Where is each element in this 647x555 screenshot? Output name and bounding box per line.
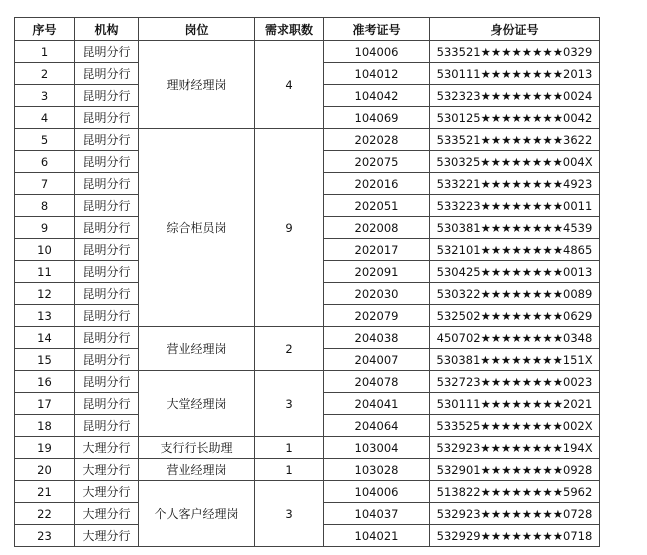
exam-number-cell: 104006 xyxy=(324,481,430,503)
org-cell: 昆明分行 xyxy=(75,349,139,371)
table-row xyxy=(15,437,600,459)
seq-cell: 19 xyxy=(15,437,75,459)
table-row xyxy=(15,371,600,393)
org-cell: 昆明分行 xyxy=(75,261,139,283)
org-cell: 昆明分行 xyxy=(75,41,139,63)
seq-cell: 11 xyxy=(15,261,75,283)
exam-number-cell: 103028 xyxy=(324,459,430,481)
seq-cell: 9 xyxy=(15,217,75,239)
demand-cell: 1 xyxy=(255,459,324,481)
exam-number-cell: 202075 xyxy=(324,151,430,173)
id-number-cell: 533221★★★★★★★★4923 xyxy=(430,173,600,195)
id-number-cell: 530111★★★★★★★★2013 xyxy=(430,63,600,85)
seq-cell: 20 xyxy=(15,459,75,481)
id-number-cell: 532901★★★★★★★★0928 xyxy=(430,459,600,481)
seq-cell: 21 xyxy=(15,481,75,503)
exam-number-cell: 202030 xyxy=(324,283,430,305)
seq-cell: 2 xyxy=(15,63,75,85)
post-cell: 综合柜员岗 xyxy=(139,129,255,327)
id-number-cell: 450702★★★★★★★★0348 xyxy=(430,327,600,349)
seq-cell: 15 xyxy=(15,349,75,371)
exam-number-cell: 104069 xyxy=(324,107,430,129)
recruitment-table xyxy=(14,17,600,547)
seq-cell: 1 xyxy=(15,41,75,63)
id-number-cell: 530322★★★★★★★★0089 xyxy=(430,283,600,305)
demand-cell: 9 xyxy=(255,129,324,327)
seq-cell: 10 xyxy=(15,239,75,261)
exam-number-cell: 204007 xyxy=(324,349,430,371)
org-cell: 昆明分行 xyxy=(75,305,139,327)
seq-cell: 5 xyxy=(15,129,75,151)
post-cell: 个人客户经理岗 xyxy=(139,481,255,547)
seq-cell: 8 xyxy=(15,195,75,217)
post-cell: 营业经理岗 xyxy=(139,327,255,371)
org-cell: 昆明分行 xyxy=(75,327,139,349)
seq-cell: 4 xyxy=(15,107,75,129)
org-cell: 昆明分行 xyxy=(75,415,139,437)
seq-cell: 3 xyxy=(15,85,75,107)
id-number-cell: 530325★★★★★★★★004X xyxy=(430,151,600,173)
org-cell: 大理分行 xyxy=(75,437,139,459)
exam-number-cell: 202051 xyxy=(324,195,430,217)
seq-cell: 16 xyxy=(15,371,75,393)
id-number-cell: 532923★★★★★★★★194X xyxy=(430,437,600,459)
header-demand: 需求职数 xyxy=(255,18,324,41)
demand-cell: 3 xyxy=(255,481,324,547)
org-cell: 昆明分行 xyxy=(75,63,139,85)
id-number-cell: 532323★★★★★★★★0024 xyxy=(430,85,600,107)
org-cell: 昆明分行 xyxy=(75,129,139,151)
demand-cell: 4 xyxy=(255,41,324,129)
seq-cell: 22 xyxy=(15,503,75,525)
seq-cell: 6 xyxy=(15,151,75,173)
id-number-cell: 533525★★★★★★★★002X xyxy=(430,415,600,437)
exam-number-cell: 204041 xyxy=(324,393,430,415)
exam-number-cell: 104037 xyxy=(324,503,430,525)
exam-number-cell: 202016 xyxy=(324,173,430,195)
header-id-number: 身份证号 xyxy=(430,18,600,41)
exam-number-cell: 104021 xyxy=(324,525,430,547)
exam-number-cell: 103004 xyxy=(324,437,430,459)
post-cell: 营业经理岗 xyxy=(139,459,255,481)
org-cell: 昆明分行 xyxy=(75,283,139,305)
post-cell: 支行行长助理 xyxy=(139,437,255,459)
seq-cell: 17 xyxy=(15,393,75,415)
demand-cell: 3 xyxy=(255,371,324,437)
header-row xyxy=(15,18,600,41)
org-cell: 昆明分行 xyxy=(75,239,139,261)
org-cell: 昆明分行 xyxy=(75,371,139,393)
seq-cell: 7 xyxy=(15,173,75,195)
seq-cell: 14 xyxy=(15,327,75,349)
id-number-cell: 513822★★★★★★★★5962 xyxy=(430,481,600,503)
org-cell: 昆明分行 xyxy=(75,107,139,129)
id-number-cell: 532101★★★★★★★★4865 xyxy=(430,239,600,261)
org-cell: 昆明分行 xyxy=(75,217,139,239)
exam-number-cell: 104006 xyxy=(324,41,430,63)
header-post: 岗位 xyxy=(139,18,255,41)
table-row xyxy=(15,327,600,349)
table-row xyxy=(15,129,600,151)
org-cell: 昆明分行 xyxy=(75,393,139,415)
id-number-cell: 530111★★★★★★★★2021 xyxy=(430,393,600,415)
id-number-cell: 533521★★★★★★★★0329 xyxy=(430,41,600,63)
seq-cell: 23 xyxy=(15,525,75,547)
org-cell: 昆明分行 xyxy=(75,151,139,173)
id-number-cell: 532929★★★★★★★★0718 xyxy=(430,525,600,547)
demand-cell: 1 xyxy=(255,437,324,459)
org-cell: 大理分行 xyxy=(75,481,139,503)
exam-number-cell: 202008 xyxy=(324,217,430,239)
id-number-cell: 532502★★★★★★★★0629 xyxy=(430,305,600,327)
header-org: 机构 xyxy=(75,18,139,41)
header-seq: 序号 xyxy=(15,18,75,41)
id-number-cell: 533223★★★★★★★★0011 xyxy=(430,195,600,217)
seq-cell: 13 xyxy=(15,305,75,327)
post-cell: 理财经理岗 xyxy=(139,41,255,129)
post-cell: 大堂经理岗 xyxy=(139,371,255,437)
exam-number-cell: 202017 xyxy=(324,239,430,261)
org-cell: 昆明分行 xyxy=(75,85,139,107)
id-number-cell: 532923★★★★★★★★0728 xyxy=(430,503,600,525)
table-row xyxy=(15,41,600,63)
header-exam-number: 准考证号 xyxy=(324,18,430,41)
exam-number-cell: 204064 xyxy=(324,415,430,437)
id-number-cell: 530381★★★★★★★★4539 xyxy=(430,217,600,239)
id-number-cell: 530381★★★★★★★★151X xyxy=(430,349,600,371)
seq-cell: 12 xyxy=(15,283,75,305)
org-cell: 大理分行 xyxy=(75,525,139,547)
org-cell: 大理分行 xyxy=(75,503,139,525)
exam-number-cell: 204038 xyxy=(324,327,430,349)
exam-number-cell: 202028 xyxy=(324,129,430,151)
table-row xyxy=(15,459,600,481)
id-number-cell: 530425★★★★★★★★0013 xyxy=(430,261,600,283)
exam-number-cell: 104042 xyxy=(324,85,430,107)
table-row xyxy=(15,481,600,503)
id-number-cell: 532723★★★★★★★★0023 xyxy=(430,371,600,393)
id-number-cell: 530125★★★★★★★★0042 xyxy=(430,107,600,129)
exam-number-cell: 202091 xyxy=(324,261,430,283)
exam-number-cell: 204078 xyxy=(324,371,430,393)
id-number-cell: 533521★★★★★★★★3622 xyxy=(430,129,600,151)
org-cell: 昆明分行 xyxy=(75,195,139,217)
org-cell: 大理分行 xyxy=(75,459,139,481)
demand-cell: 2 xyxy=(255,327,324,371)
exam-number-cell: 104012 xyxy=(324,63,430,85)
org-cell: 昆明分行 xyxy=(75,173,139,195)
seq-cell: 18 xyxy=(15,415,75,437)
exam-number-cell: 202079 xyxy=(324,305,430,327)
